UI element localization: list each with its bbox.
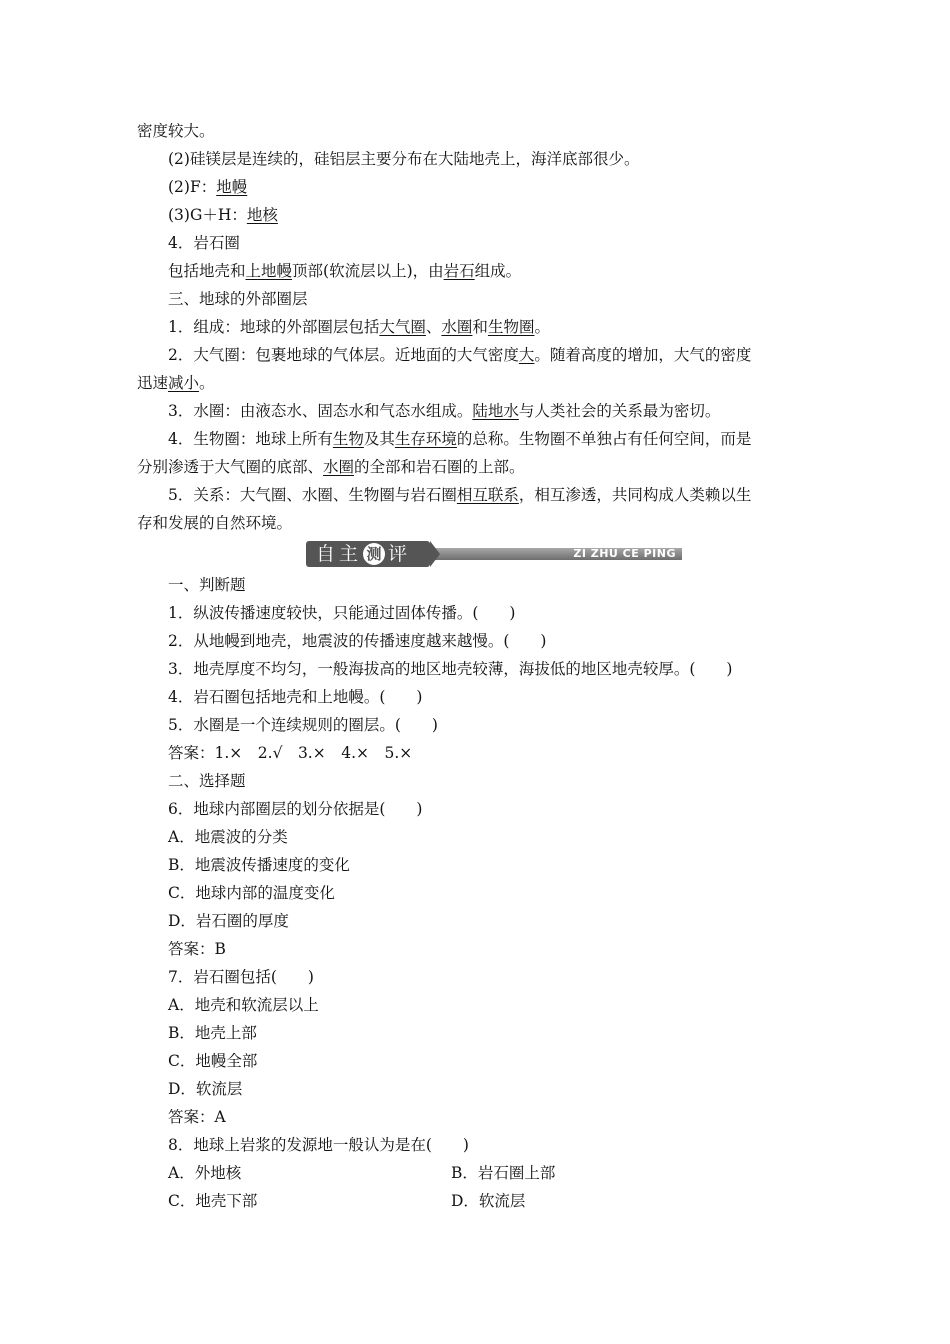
text: 4．生物圈：地球上所有 [168, 430, 333, 448]
fill-in-answer: 生存环境 [394, 430, 457, 448]
fill-in-answer: 水圈 [441, 318, 473, 336]
question [168, 1134, 469, 1156]
option [168, 826, 288, 848]
text: A．外地核 [168, 1164, 242, 1182]
text: 和 [472, 318, 488, 336]
text: 4．岩石圈 [168, 234, 240, 252]
text: (3)G＋H： [168, 206, 247, 224]
fill-in-answer: 水圈 [323, 458, 355, 476]
fill-in-answer: 地幔 [216, 178, 248, 196]
option [168, 910, 289, 932]
text-line [168, 204, 278, 226]
text-line [168, 316, 550, 338]
text: 3．地壳厚度不均匀，一般海拔高的地区地壳较薄，海拔低的地区地壳较厚。( ) [168, 660, 733, 678]
text-line [168, 400, 720, 422]
text-line [137, 456, 525, 478]
text: C．地壳下部 [168, 1192, 258, 1210]
text: D．软流层 [451, 1192, 526, 1210]
answer [168, 742, 412, 764]
text: 组成。 [474, 262, 522, 280]
text: (2)F： [168, 178, 217, 196]
question [168, 798, 422, 820]
text: 答案：B [168, 940, 226, 958]
text: 答案：1.× 2.√ 3.× 4.× 5.× [168, 744, 413, 762]
banner-title-part: 自主 [316, 543, 363, 565]
text: 7．岩石圈包括( ) [168, 968, 314, 986]
banner-pinyin: ZI ZHU CE PING [573, 547, 676, 560]
text: 6．地球内部圈层的划分依据是( ) [168, 800, 423, 818]
text: 。 [534, 318, 550, 336]
option [168, 854, 350, 876]
text: 迅速 [137, 374, 169, 392]
text: 1．纵波传播速度较快，只能通过固体传播。( ) [168, 604, 516, 622]
text: D．软流层 [168, 1080, 243, 1098]
text: 分别渗透于大气圈的底部、 [137, 458, 324, 476]
option [168, 1190, 257, 1212]
text-line [168, 148, 639, 170]
fill-in-answer: 上地幔 [245, 262, 293, 280]
option [168, 1162, 241, 1184]
text: 一、判断题 [168, 576, 246, 594]
question [168, 714, 438, 736]
text: 及其 [363, 430, 395, 448]
fill-in-answer: 大气圈 [379, 318, 426, 336]
text: 三、地球的外部圈层 [168, 290, 308, 308]
text: 1．组成：地球的外部圈层包括 [168, 318, 380, 336]
text: 、 [425, 318, 442, 336]
text-line [168, 344, 751, 366]
text: A．地震波的分类 [168, 828, 288, 846]
question [168, 602, 515, 624]
fill-in-answer: 减小 [168, 374, 200, 392]
text-line [168, 484, 751, 506]
text: D．岩石圈的厚度 [168, 912, 289, 930]
question [168, 630, 546, 652]
fill-in-answer: 生物 [332, 430, 364, 448]
text: 2．从地幔到地壳，地震波的传播速度越来越慢。( ) [168, 632, 547, 650]
banner-bar [416, 548, 682, 560]
option [168, 1078, 242, 1100]
fill-in-answer: 陆地水 [472, 402, 519, 420]
text: 答案：A [168, 1108, 226, 1126]
banner-tag [306, 541, 430, 567]
text: 二、选择题 [168, 772, 246, 790]
section-heading [168, 574, 246, 596]
fill-in-answer: 生物圈 [487, 318, 535, 336]
answer [168, 938, 226, 960]
option [451, 1190, 525, 1212]
question [168, 686, 422, 708]
question [168, 658, 732, 680]
text: 4．岩石圈包括地壳和上地幔。( ) [168, 688, 423, 706]
section-heading [168, 770, 246, 792]
text-line [168, 260, 521, 282]
option [168, 1050, 257, 1072]
banner-title-part: 评 [388, 543, 412, 565]
text-line [137, 120, 215, 142]
section-heading [168, 232, 240, 254]
text: 与人类社会的关系最为密切。 [518, 402, 721, 420]
text: 5．关系：大气圈、水圈、生物圈与岩石圈 [168, 486, 457, 504]
text: B．岩石圈上部 [451, 1164, 556, 1182]
banner-title [316, 542, 411, 566]
text: 2．大气圈：包裹地球的气体层。近地面的大气密度 [168, 346, 519, 364]
option [168, 994, 319, 1016]
fill-in-answer: 大 [518, 346, 535, 364]
text: 5．水圈是一个连续规则的圈层。( ) [168, 716, 438, 734]
option [168, 1022, 257, 1044]
option [451, 1162, 555, 1184]
text: B．地壳上部 [168, 1024, 257, 1042]
text: 的总称。生物圈不单独占有任何空间，而是 [456, 430, 752, 448]
question [168, 966, 314, 988]
text: 顶部(软流层以上)，由 [292, 262, 444, 280]
text: 密度较大。 [137, 122, 215, 140]
text: B．地震波传播速度的变化 [168, 856, 350, 874]
section-banner [306, 541, 682, 567]
text-line [168, 428, 751, 450]
text-line [168, 176, 247, 198]
option [168, 882, 335, 904]
text: 存和发展的自然环境。 [137, 514, 293, 532]
text-line [137, 512, 292, 534]
banner-circle-char: 测 [363, 543, 385, 565]
text: A．地壳和软流层以上 [168, 996, 319, 1014]
fill-in-answer: 地核 [246, 206, 278, 224]
text-line [137, 372, 215, 394]
fill-in-answer: 岩石 [443, 262, 475, 280]
text: C．地球内部的温度变化 [168, 884, 335, 902]
text: C．地幔全部 [168, 1052, 258, 1070]
fill-in-answer: 相互联系 [456, 486, 519, 504]
text: 3．水圈：由液态水、固态水和气态水组成。 [168, 402, 473, 420]
answer [168, 1106, 226, 1128]
text: 的全部和岩石圈的上部。 [354, 458, 525, 476]
text: 8．地球上岩浆的发源地一般认为是在( ) [168, 1136, 469, 1154]
text: 。 [199, 374, 215, 392]
text: 。随着高度的增加，大气的密度 [534, 346, 752, 364]
text: (2)硅镁层是连续的，硅铝层主要分布在大陆地壳上，海洋底部很少。 [168, 150, 640, 168]
text: ，相互渗透，共同构成人类赖以生 [518, 486, 752, 504]
section-heading [168, 288, 308, 310]
text: 包括地壳和 [168, 262, 246, 280]
